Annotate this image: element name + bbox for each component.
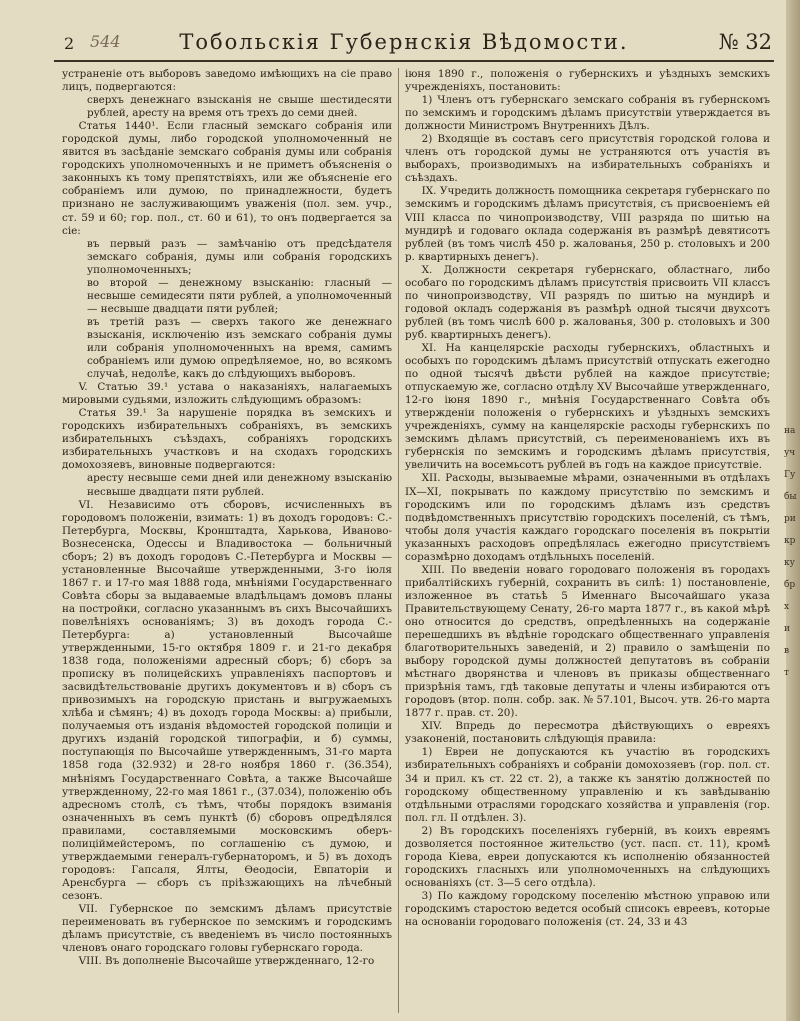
adjacent-page-fragment [784, 420, 798, 684]
side-fragment-text: ри [784, 514, 796, 524]
issue-number: № 32 [718, 30, 772, 54]
paragraph: XII. Расходы, вызываемые мѣрами, означенными въ отдѣлахъ IX—XI, покрывать по каждому присутствію по земскимъ и городскимъ или по городскимъ дѣламъ изъ средствъ подвѣдомственныхъ присутствію городскихъ поселеній, съ тѣмъ, чтобы доля участія каждаго городскаго поселенія въ покрытіи указанныхъ расходовъ опредѣлялась ежегодно присутствіемъ соразмѣрно доходамъ отдѣльныхъ поселеній. [405, 472, 770, 563]
paragraph: 2) Въ городскихъ поселеніяхъ губерній, въ коихъ евреямъ дозволяется постоянное жительство (уст. пасп. ст. 11), кромѣ города Кіева, евреи допускаются къ исполненію обязанностей городскихъ гласныхъ или уполномоченныхъ на слѣдующихъ основаніяхъ (ст. 3—5 сего отдѣла). [405, 824, 770, 889]
side-fragment-text: на [784, 426, 796, 436]
side-fragment-text: ку [784, 558, 795, 568]
right-column [405, 68, 770, 1013]
side-fragment-text: в [784, 646, 790, 656]
paragraph: Статья 1440¹. Если гласный земскаго собранія или городской думы, либо городской уполномоченный не явится въ засѣданіе земскаго собранія думы или собранія городскихъ уполномоченныхъ и не приметъ объясненія о законныхъ къ тому препятствіяхъ, или же объясненіе его собраніемъ или думою, по принадлежности, будетъ признано не заслуживающимъ уваженія (пол. зем. учр., ст. 59 и 60; гор. пол., ст. 60 и 61), то онъ подвергается за сіе: [62, 120, 392, 237]
paragraph: XIII. По введеніи новаго городоваго положенія въ городахъ прибалтійскихъ губерній, сохранить въ силѣ: 1) постановленіе, изложенное въ статьѣ 5 Именнаго Высочайшаго указа Правительствующему Сенату, 26-го марта 1877 г., въ какой мѣрѣ оно относится до средствъ, опредѣленныхъ на содержаніе перешедшихъ въ вѣдѣніе городскаго общественнаго управленія благотворительныхъ заведеній, и 2) правило о замѣщеніи по выбору городской думы должностей депутатовъ въ собраніи мѣстнаго дворянства и членовъ въ приказы общественнаго призрѣнія тамъ, гдѣ таковые депутаты и члены избираются отъ городовъ (втор. полн. собр. зак. № 57.101, Высоч. утв. 26-го марта 1877 г. прав. ст. 20). [405, 563, 770, 720]
paragraph: аресту несвыше семи дней или денежному взысканію несвыше двадцати пяти рублей. [86, 472, 392, 498]
page-header [34, 28, 774, 62]
header-rule [54, 60, 774, 62]
paragraph: X. Должности секретаря губернскаго, областнаго, либо особаго по городскимъ дѣламъ присутствія присвоить VII классъ по чинопроизводству, VII разрядъ по шитью на мундирѣ и годовой окладъ содержанія въ размѣрѣ одной тысячи двухсотъ рублей (въ томъ числѣ 600 р. жалованья, 300 р. столовыхъ и 300 руб. квартирныхъ денегъ). [405, 263, 770, 341]
side-fragment-text: Гу [784, 470, 796, 480]
paragraph: Статья 39.¹ За нарушеніе порядка въ земскихъ и городскихъ избирательныхъ собраніяхъ, въ земскихъ избирательныхъ съѣздахъ, собраніяхъ городскихъ избирательныхъ участковъ и на сходахъ городскихъ домохозяевъ, виновные подвергаются: [62, 407, 392, 472]
paragraph: XIV. Впредь до пересмотра дѣйствующихъ о евреяхъ узаконеній, постановить слѣдующія правила: [405, 720, 770, 746]
paragraph: устраненіе отъ выборовъ заведомо имѣющихъ на сіе право лицъ, подвергаются: [62, 68, 392, 94]
side-fragment-text: х [784, 602, 790, 612]
paragraph: въ третій разъ — сверхъ такого же денежнаго взысканія, исключенію изъ земскаго собранія думы или собранія уполномоченныхъ на время, самимъ собраніемъ или думою опредѣляемое, но, во всякомъ случаѣ, недолѣе, какъ до слѣдующихъ выборовъ. [86, 315, 392, 381]
paragraph: 3) По каждому городскому поселенію мѣстною управою или городскимъ старостою ведется особый списокъ евреевъ, которые на основаніи городоваго положенія (ст. 24, 33 и 43 [405, 889, 770, 929]
paragraph: 1) Членъ отъ губернскаго земскаго собранія въ губернскомъ по земскимъ и городскимъ дѣламъ присутствіи утверждается въ должности Министромъ Внутреннихъ Дѣлъ. [405, 94, 770, 133]
handwritten-page-number: 544 [90, 32, 121, 51]
paragraph: іюня 1890 г., положенія о губернскихъ и уѣздныхъ земскихъ учрежденіяхъ, постановить: [405, 68, 770, 94]
paragraph: VIII. Въ дополненіе Высочайше утвержденнаго, 12-го [78, 955, 375, 968]
paragraph: сверхъ денежнаго взысканія не свыше шестидесяти рублей, аресту на время отъ трехъ до семи дней. [86, 94, 392, 120]
paragraph: VII. Губернское по земскимъ дѣламъ присутствіе переименовать въ губернское по земскимъ и городскимъ дѣламъ присутствіе, съ введеніемъ въ число постоянныхъ членовъ онаго городскаго головы губернскаго города. [62, 903, 392, 955]
paragraph: 1) Евреи не допускаются къ участію въ городскихъ избирательныхъ собраніяхъ и собраніи домохозяевъ (гор. пол. ст. 34 и прил. къ ст. 22 ст. 2), а также къ занятію должностей по городскому общественному управленію и къ завѣдыванію отдѣльными отраслями городскаго хозяйства и управленія (гор. пол. гл. II отдѣлен. 3). [405, 746, 770, 824]
page-number: 2 [64, 34, 75, 53]
paragraph: VI. Независимо отъ сборовъ, исчисленныхъ въ городовомъ положеніи, взимать: 1) въ доходъ городовъ: С.-Петербурга, Москвы, Кронштадта, Харькова, Иваново-Вознесенска, Одессы и Владивостока — больничный сборъ; 2) въ доходъ городовъ С.-Петербурга и Москвы — установленные Высочайше утвержденными, 3-го іюля 1867 г. и 17-го мая 1888 года, мнѣніями Государственнаго Совѣта сборы за выдаваемые владѣльцамъ домовъ планы на постройки, согласно указаннымъ въ сихъ Высочайшихъ повелѣніяхъ основаніямъ; 3) въ доходъ города С.-Петербурга: а) установленный Высочайше утвержденными, 15-го октября 1809 г. и 21-го декабря 1838 года, положеніями адресный сборъ; б) сборъ за прописку въ полицейскихъ управленіяхъ паспортовъ и засвидѣтельствованіе другихъ документовъ и в) сборъ съ привозимыхъ на городскую пристань и выгружаемыхъ хлѣба и сѣмянъ; 4) въ доходъ города Москвы: а) прибыли, получаемыя отъ изданія вѣдомостей городской полиціи и другихъ изданій городской типографіи, и б) суммы, поступающія по Высочайше утвержденнымъ, 31-го марта 1858 года (32.932) и 28-го ноября 1860 г. (36.354), мнѣніямъ Государственнаго Совѣта, а также Высочайше утвержденному, 22-го мая 1861 г., (37.034), положенію объ адресномъ столѣ, съ тѣмъ, чтобы порядокъ взиманія означенныхъ въ семъ пунктѣ (б) сборовъ опредѣлялся правилами, составляемыми московскимъ оберъ-полиціймейстеромъ, по соглашенію съ думою, и утверждаемыми генералъ-губернаторомъ, и 5) въ доходъ городовъ: Гапсаля, Ялты, Ѳеодосіи, Евпаторіи и Аренсбурга — сборъ съ пріѣзжающихъ на лѣчебный сезонъ. [62, 498, 392, 902]
paragraph: IX. Учредить должность помощника секретаря губернскаго по земскимъ и городскимъ дѣламъ присутствія, съ присвоеніемъ ей VIII класса по чинопроизводству, VIII разряда по шитью на мундирѣ и годоваго оклада содержанія въ размѣрѣ девятисотъ рублей (въ томъ числѣ 450 р. жалованья, 250 р. столовыхъ и 200 р. квартирныхъ денегъ). [405, 185, 770, 263]
column-divider [398, 68, 399, 1013]
side-fragment-text: и [784, 624, 790, 634]
paragraph: 2) Входящіе въ составъ сего присутствія городской голова и членъ отъ городской думы не устраняются отъ участія въ выборахъ, производимыхъ на избирательныхъ собраніяхъ и съѣздахъ. [405, 133, 770, 185]
paragraph: во второй — денежному взысканію: гласный — несвыше семидесяти пяти рублей, а уполномоченный — несвыше двадцати пяти рублей; [86, 276, 392, 315]
newspaper-title: Тобольскія Губернскія Вѣдомости. [179, 30, 629, 54]
paragraph: V. Статью 39.¹ устава о наказаніяхъ, налагаемыхъ мировыми судьями, изложить слѣдующимъ образомъ: [62, 381, 392, 407]
side-fragment-text: бр [784, 580, 796, 590]
paragraph: въ первый разъ — замѣчанію отъ предсѣдателя земскаго собранія, думы или собранія городскихъ уполномоченныхъ; [86, 237, 392, 276]
paragraph: XI. На канцелярскіе расходы губернскихъ, областныхъ и особыхъ по городскимъ дѣламъ присутствій отпускать ежегодно по одной тысячѣ двѣсти рублей на каждое присутствіе; отпускаемую же, согласно отдѣлу XV Высочайше утвержденнаго, 12-го іюня 1890 г., мнѣнія Государственнаго Совѣта объ утвержденіи положенія о губернскихъ и уѣздныхъ земскихъ учрежденіяхъ, сумму на канцелярскіе расходы губернскихъ по земскимъ дѣламъ присутствій, съ переименованіемъ ихъ въ губернскія по земскимъ и городскимъ дѣламъ присутствія, увеличить на восемьсотъ рублей въ годъ на каждое присутствіе. [405, 341, 770, 472]
side-fragment-text: кр [784, 536, 796, 546]
side-fragment-text: уч [784, 448, 796, 458]
side-fragment-text: т [784, 668, 789, 678]
left-column [62, 68, 392, 1013]
side-fragment-text: бы [784, 492, 797, 502]
